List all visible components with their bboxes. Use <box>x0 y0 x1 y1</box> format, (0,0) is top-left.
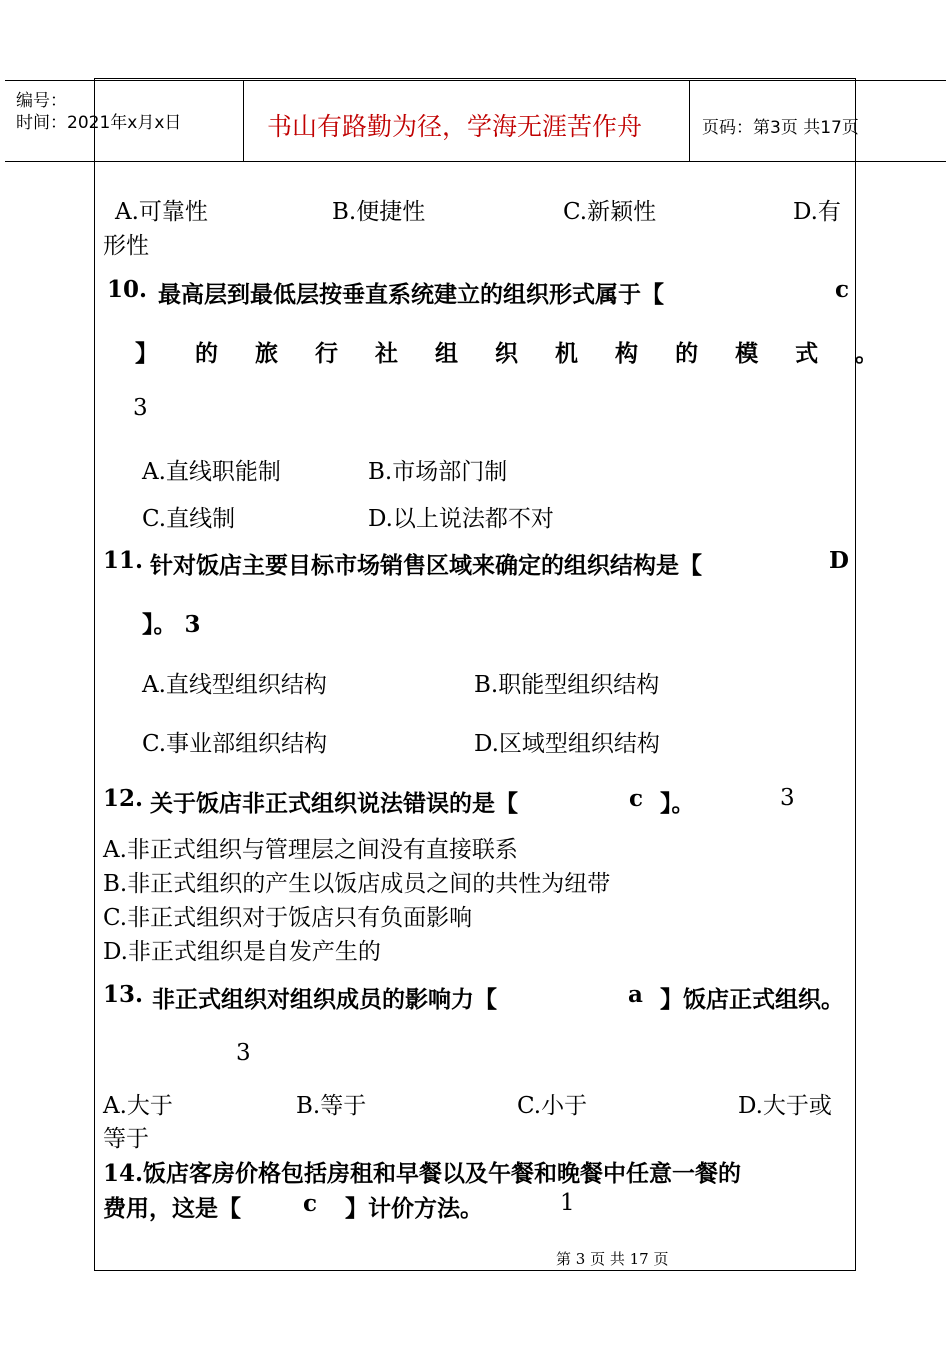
q12-close: 】。 <box>660 790 695 817</box>
header-bottom-border <box>5 161 946 162</box>
q9-option-d-cont: 形性 <box>103 233 149 259</box>
q12-answer: c <box>629 785 644 812</box>
time-label: 时间：2021年x月x日 <box>16 113 182 133</box>
q10-number: 10. <box>107 276 148 303</box>
q13-option-b: B.等于 <box>296 1093 367 1119</box>
q13-tail: 】饭店正式组织。 <box>660 986 844 1013</box>
page-frame-right <box>855 79 856 1271</box>
q14-line1: 14.饭店客房价格包括房租和早餐以及午餐和晚餐中任意一餐的 <box>103 1160 742 1187</box>
q14-line2: 费用，这是【 <box>103 1195 241 1222</box>
q14-answer: c <box>303 1190 318 1217</box>
q9-option-b: B.便捷性 <box>332 199 426 225</box>
page-frame-top <box>94 78 856 79</box>
q12-text: 关于饭店非正式组织说法错误的是【 <box>150 790 518 817</box>
q10-text: 最高层到最低层按垂直系统建立的组织形式属于【 <box>158 281 664 308</box>
q11-option-c: C.事业部组织结构 <box>142 731 328 757</box>
q10-score: 3 <box>133 395 148 421</box>
q11-option-a: A.直线型组织结构 <box>142 672 327 698</box>
q13-score: 3 <box>236 1040 251 1066</box>
q11-line2: 】。 3 <box>142 611 201 638</box>
q14-close: 】计价方法。 <box>345 1195 483 1222</box>
q13-option-d-cont: 等于 <box>103 1126 149 1152</box>
q12-score: 3 <box>780 785 795 811</box>
q13-text: 非正式组织对组织成员的影响力【 <box>152 986 497 1013</box>
q10-answer: c <box>835 276 850 303</box>
header-motto: 书山有路勤为径，学海无涯苦作舟 <box>267 112 643 141</box>
q12-option-a: A.非正式组织与管理层之间没有直接联系 <box>103 837 518 863</box>
q13-number: 13. <box>103 981 144 1008</box>
page-frame-left <box>94 79 95 1271</box>
q11-answer: D <box>829 547 849 574</box>
q10-option-d: D.以上说法都不对 <box>368 506 554 532</box>
q11-option-b: B.职能型组织结构 <box>474 672 660 698</box>
q10-option-a: A.直线职能制 <box>142 459 281 485</box>
q12-option-d: D.非正式组织是自发产生的 <box>103 939 381 965</box>
q9-option-d: D.有 <box>793 199 841 225</box>
header-page-label: 页码：第3页 共17页 <box>702 118 859 138</box>
q13-option-a: A.大于 <box>103 1093 173 1119</box>
header-top-border <box>5 80 946 81</box>
q13-option-c: C.小于 <box>517 1093 588 1119</box>
q10-option-c: C.直线制 <box>142 506 236 532</box>
q13-answer: a <box>628 981 643 1008</box>
serial-label: 编号： <box>16 91 67 111</box>
q14-score: 1 <box>560 1190 575 1216</box>
q13-option-d: D.大于或 <box>738 1093 832 1119</box>
q11-number: 11. <box>103 547 144 574</box>
q10-option-b: B.市场部门制 <box>368 459 508 485</box>
q10-line2: 】 的 旅 行 社 组 织 机 构 的 模 式 。 <box>135 340 893 367</box>
q11-option-d: D.区域型组织结构 <box>474 731 660 757</box>
q9-option-a: A.可靠性 <box>115 199 208 225</box>
q11-text: 针对饭店主要目标市场销售区域来确定的组织结构是【 <box>150 552 702 579</box>
q12-number: 12. <box>103 785 144 812</box>
header-divider-left <box>243 80 244 162</box>
page-frame-bottom <box>94 1270 856 1271</box>
q12-option-b: B.非正式组织的产生以饭店成员之间的共性为纽带 <box>103 871 611 897</box>
q12-option-c: C.非正式组织对于饭店只有负面影响 <box>103 905 473 931</box>
q9-option-c: C.新颖性 <box>563 199 657 225</box>
header-divider-right <box>689 80 690 162</box>
footer-page-number: 第 3 页 共 17 页 <box>556 1250 669 1268</box>
